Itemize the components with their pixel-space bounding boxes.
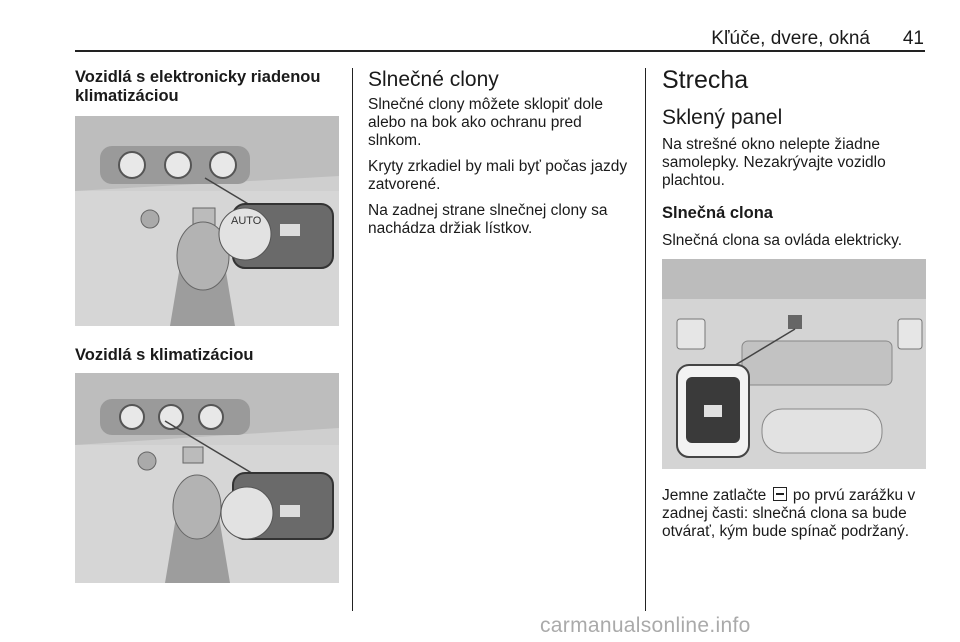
heading-roof: Strecha	[662, 66, 749, 94]
sunblind-instruction	[662, 486, 926, 541]
climate-control-photo-2	[75, 373, 339, 583]
climate-control-illustration-2	[75, 373, 339, 583]
sunblind-text: Slnečná clona sa ovláda elektricky.	[662, 232, 903, 249]
heading-sun-visors: Slnečné clony	[368, 68, 499, 91]
column-divider-1	[352, 68, 353, 611]
instruction-text-before: Jemne zatlačte	[662, 487, 767, 504]
auto-label: AUTO	[231, 215, 262, 227]
climate-control-photo-1	[75, 116, 339, 326]
instruction-text-after: po prvú zarážku v zadnej časti: slnečná clona sa bude otvárať, kým bude spínač podržaný.	[662, 487, 916, 540]
column-divider-2	[645, 68, 646, 611]
running-header-title: Kľúče, dvere, okná	[711, 28, 870, 49]
sunblind-switch-illustration	[662, 259, 926, 469]
heading-electronic-climate: Vozidlá s elektronicky riadenou klimatizáciou	[75, 68, 321, 105]
sun-visor-paragraph-3: Na zadnej strane slnečnej clony sa nachádza držiak lístkov.	[368, 202, 608, 237]
header-rule	[75, 50, 925, 52]
heading-glass-panel: Sklený panel	[662, 106, 783, 129]
heading-air-conditioning: Vozidlá s klimatizáciou	[75, 346, 254, 364]
glass-panel-text: Na strešné okno nelepte žiadne samolepky. Nezakrývajte vozidlo plachtou.	[662, 136, 886, 189]
watermark: carmanualsonline.info	[540, 614, 751, 637]
climate-control-illustration-1	[75, 116, 339, 326]
heading-sunblind: Slnečná clona	[662, 204, 773, 222]
sun-visor-paragraph-1: Slnečné clony môžete sklopiť dole alebo na bok ako ochranu pred slnkom.	[368, 96, 603, 149]
sunblind-switch-photo	[662, 259, 926, 469]
sunblind-open-button-icon	[773, 487, 787, 501]
sun-visor-paragraph-2: Kryty zrkadiel by mali byť počas jazdy zatvorené.	[368, 158, 628, 193]
sun-visor-text	[368, 96, 638, 246]
page-number: 41	[902, 28, 924, 49]
